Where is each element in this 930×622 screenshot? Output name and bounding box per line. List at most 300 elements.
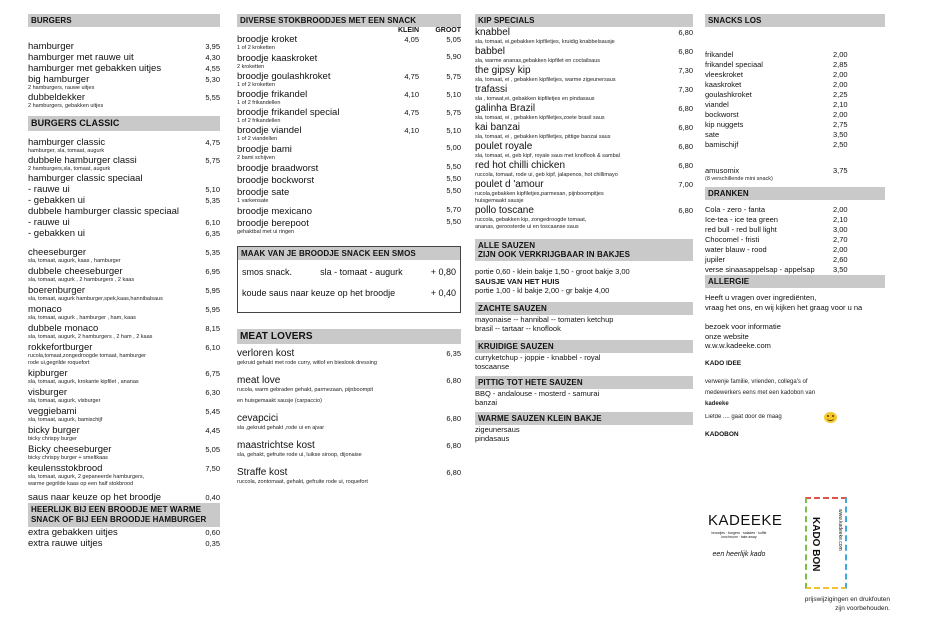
meat-item-name: verloren kost [237,348,295,359]
menu-item-price: 3,95 [205,42,220,51]
kadobon-card [805,497,847,589]
smiley-icon [824,412,837,423]
menu-item-price: 5,30 [205,75,220,84]
menu-item-desc: sla, tomaat, augurk, bamischijf [28,417,103,423]
section-header-burgers: BURGERS [28,14,220,27]
menu-item-name: the gipsy kip [475,65,531,76]
stok-item-name: broodje viandel [237,125,302,136]
stok-price-groot: 5,75 [446,72,461,81]
stok-item-desc: 1 of 2 viandellen [237,136,278,142]
drink-name: Cola - zero - fanta [705,205,766,214]
logo-tag2: lunchroom · take away [721,535,757,539]
allergie-line-1: Heeft u vragen over ingrediënten, [705,293,817,302]
menu-item-price: 0,60 [205,528,220,537]
menu-item [28,217,220,228]
menu-item-desc: rode ui,gegrilde roquefort [28,360,90,366]
menu-item-price: 6,80 [678,206,693,215]
stok-price-klein: 4,10 [404,90,419,99]
allergie-line-2: vraag het ons, en wij kijken het graag voor u na [705,302,863,312]
stok-item-name: broodje kaaskroket [237,53,318,64]
snack-price: 2,00 [833,50,848,59]
drink-list [705,205,885,275]
drink-item [705,245,885,255]
menu-item-name: dubbele monaco [28,323,99,334]
stok-item-desc: 1 of 2 kroketten [237,45,275,51]
meat-item-desc: ruccola, zontomaat, gehakt, gefruite rode ui, roquefort [237,479,368,485]
section-header-zacht: ZACHTE SAUZEN [475,302,693,315]
menu-item-price: 7,00 [678,180,693,189]
snack-price: 2,00 [833,80,848,89]
logo-tag: broodjes · burgers · salades · koffie [711,531,767,535]
menu-item-name: hamburger met gebakken uitjes [28,63,162,74]
meat-item-name: cevapcici [237,413,279,424]
menu-item-desc: 2 hamburgers,sla, tomaat, augurk [28,166,111,172]
smos-detail: sla - tomaat - augurk [320,267,403,277]
drink-price: 3,50 [833,265,848,274]
menu-item-price: 4,55 [205,64,220,73]
meat-item-price: 6,80 [446,376,461,385]
section-header-meat: MEAT LOVERS [237,329,461,344]
menu-item-desc: hamburger, sla, tomaat, augurk [28,148,105,154]
stok-item-desc: 2 kroketten [237,64,265,70]
menu-item [28,247,220,258]
menu-item [28,52,220,63]
menu-item-price: 6,80 [678,47,693,56]
drink-name: Chocomel - fristi [705,235,760,244]
kado-line-3: kadeeke [705,400,729,407]
stok-item [237,71,461,82]
smos-label: smos snack. [242,267,293,277]
menu-item-name: babbel [475,46,506,57]
stok-item-desc: 1 varkensate [237,198,269,204]
stok-price-groot: 5,50 [446,217,461,226]
menu-item-name: - rauwe ui [28,217,70,228]
stok-list [237,34,461,236]
snack-list [705,50,885,150]
stok-item-desc: 1 of 2 frikandellen [237,100,281,106]
menu-item-desc: ananas, geroosterde ui en toscaanse saus [475,224,579,230]
menu-item-desc: sla, tomaat, augurk , hamburger , ham, kaas [28,315,136,321]
menu-item-name: dubbeldekker [28,92,86,103]
snack-item [705,50,885,60]
snack-price: 2,00 [833,70,848,79]
smos-row [242,287,456,300]
stok-item [237,125,461,136]
stok-price-klein [377,205,419,214]
menu-item [28,195,220,206]
stok-item-prices [377,174,461,183]
menu-item-name: rokkefortburger [28,342,93,353]
stok-item [237,205,461,217]
drink-item [705,235,885,245]
section-header-kruidig: KRUIDIGE SAUZEN [475,340,693,353]
meat-item-desc: rucola, warm gebraden gehakt, parmezaan, pijnboompit [237,387,374,393]
menu-item-name: boerenburger [28,285,86,296]
menu-item-price: 4,45 [205,426,220,435]
section-header-stokbroodjes: DIVERSE STOKBROODJES MET EEN SNACK [237,14,461,27]
menu-item-desc: sla, tomaat, augurk, krokante kipfilet , ananas [28,379,139,385]
menu-item-price: 6,80 [678,28,693,37]
kadobon-title: KADOBON [705,430,739,438]
menu-item [28,206,220,217]
menu-item-name: cheeseburger [28,247,87,258]
section-header-warm: WARME SAUZEN KLEIN BAKJE [475,412,693,425]
zacht-line-1: mayonaise -- hannibal -- tomaten ketchup [475,314,614,324]
snack-name: kip nuggets [705,120,744,129]
drink-item [705,205,885,215]
meat-item [237,375,461,387]
menu-item-name: monaco [28,304,62,315]
snack-item [705,80,885,90]
snack-price: 2,25 [833,90,848,99]
menu-item-name: extra rauwe uitjes [28,538,103,549]
menu-item-name: big hamburger [28,74,90,85]
stok-price-klein [377,143,419,152]
snack-name: bockworst [705,110,739,119]
stok-item-prices [377,35,461,44]
menu-item [28,285,220,296]
menu-item-desc: sla, tomaat, augurk , 2 hamburgers , 2 kaas [28,277,135,283]
snack-item [705,60,885,70]
stok-price-klein: 4,75 [404,108,419,117]
menu-item-name: hamburger met rauwe uit [28,52,134,63]
menu-item-name: bicky burger [28,425,80,436]
menu-item-price: 5,10 [205,185,220,194]
footer-line-1: prijswijzigingen en drukfouten [804,596,890,603]
menu-item [475,205,693,217]
section-header-pittig: PITTIG TOT HETE SAUZEN [475,376,693,389]
kruid-line-2: toscaanse [475,362,510,371]
meat-item-desc: en huisgemaakt sausje (carpaccio) [237,398,322,404]
drink-name: jupiler [705,255,726,264]
section-header-smos: MAAK VAN JE BROODJE SNACK EEN SMOS [238,247,460,260]
meat-item [237,413,461,425]
logo-name: KADEEKE [708,512,783,529]
menu-item-price: 5,35 [205,248,220,257]
menu-item-desc: sla, tomaat, augurk, 2 gepaneerde hamburgers, [28,474,145,480]
menu-item-name: hamburger classic [28,137,106,148]
snack-price: 2,50 [833,140,848,149]
stok-item-name: broodje bockworst [237,175,315,186]
snack-price: 3,50 [833,130,848,139]
drink-item [705,265,885,275]
menu-item-name: keulensstokbrood [28,463,103,474]
menu-item-price: 7,30 [678,66,693,75]
section-header-sauzen [475,239,693,261]
menu-item-desc: sla, tomaat, ei , gebakken kipfiletjes, warme zigeunersaus [475,77,616,83]
stok-price-klein [377,52,419,61]
menu-item [475,160,693,172]
menu-item [28,266,220,277]
love-text: Liefde .... gaat door de maag [705,413,782,420]
meat-item-name: Straffe kost [237,467,288,478]
section-header-kip: KIP SPECIALS [475,14,693,27]
menu-item [28,63,220,74]
menu-item [28,92,220,103]
drink-price: 2,60 [833,255,848,264]
classic-list [28,137,220,239]
menu-item [28,323,220,334]
snack-item [705,100,885,110]
warm-line-1: zigeunersaus [475,424,520,434]
section-header-allergie: ALLERGIE [705,275,885,288]
stok-price-klein: 4,05 [404,35,419,44]
website-link[interactable]: w.w.w.kadeeke.com [705,341,771,350]
menu-item-desc: 2 hamburgers, gebakken uitjes [28,103,104,109]
stok-item-name: broodje mexicano [237,206,312,217]
drink-price: 2,70 [833,235,848,244]
menu-item-price: 5,95 [205,305,220,314]
stok-price-klein [377,174,419,183]
pit-line-2: banzai [475,398,498,407]
stok-item-desc: 1 of 2 kroketten [237,82,275,88]
menu-item-name: pollo toscane [475,205,534,216]
stok-item [237,186,461,198]
smos-price: + 0,40 [430,288,456,298]
drink-name: verse sinaasappelsap - appelsap [705,265,815,274]
stok-item-prices [377,126,461,135]
menu-item-desc: 2 hamburgers, rauwe uitjes [28,85,95,91]
snack-name: vleeskroket [705,70,743,79]
menu-item-price: 4,30 [205,53,220,62]
menu-item [28,342,220,353]
menu-item [28,184,220,195]
menu-item [28,425,220,436]
menu-item-name: kai banzai [475,122,521,133]
menu-item-desc: sla, tomaat, ei,gebakken kipfiletjes, kruidig knabbelsausje [475,39,615,45]
stok-item-prices [377,217,461,226]
menu-item-price: 6,35 [205,229,220,238]
stok-price-groot: 5,75 [446,108,461,117]
meat-item [237,348,461,360]
menu-item [28,463,220,474]
section-header-burgers-classic: BURGERS CLASSIC [28,116,220,131]
menu-item-desc: sla, warme ananas,gebakken kipfilet en coctailsaus [475,58,601,64]
snack-price: 2,85 [833,60,848,69]
kip-list [475,27,693,231]
menu-item [28,304,220,315]
menu-item [475,84,693,96]
snack-name: kaaskroket [705,80,742,89]
menu-item-price: 5,05 [205,445,220,454]
meat-item-name: meat love [237,375,281,386]
menu-item-price: 8,15 [205,324,220,333]
menu-item-name: - gebakken ui [28,195,86,206]
footer-line-2: zijn voorbehouden. [835,605,890,612]
menu-item-price: 0,35 [205,539,220,548]
stok-price-groot: 5,00 [446,143,461,152]
stok-price-groot: 5,90 [446,52,461,61]
menu-item-desc: sla, tomaat, augurk, 2 hamburgers , 2 ham , 2 kaas [28,334,153,340]
kado-line-2: medewerkers eens met een kadobon van [705,389,816,396]
stok-price-groot: 5,10 [446,126,461,135]
snack-item [705,110,885,120]
kadeeke-logo [708,512,783,558]
kadobon-text: KADO BON [810,517,821,572]
snack-name: goulashkroket [705,90,752,99]
menu-item-price: 4,75 [205,138,220,147]
snack-item [705,70,885,80]
menu-item-desc: sla, tomaat, ei , gebakken kipfiletjes, pittige banzai saus [475,134,611,140]
menu-item [28,173,220,184]
stok-price-klein: 4,75 [404,72,419,81]
menu-item-desc: sla, tomaat, augurk hamburger,spek,kaas,hannibalsaus [28,296,163,302]
col-burgers [28,14,220,549]
menu-item-name: hamburger [28,41,74,52]
info-line-2: onze website [705,331,749,341]
stok-item-name: broodje kroket [237,34,298,45]
stok-price-klein [377,217,419,226]
menu-item-price: 7,50 [205,464,220,473]
menu-item [28,387,220,398]
meat-item-price: 6,35 [446,349,461,358]
snack-item [705,130,885,140]
amuso-price: 3,75 [833,166,848,175]
stok-item [237,217,461,229]
menu-item-name: knabbel [475,27,511,38]
menu-item [475,103,693,115]
menu-item-desc: rucola,tomaat,zongedroogde tomaat, hamburger [28,353,147,359]
love-row [705,412,885,423]
menu-item-price: 6,30 [205,388,220,397]
drink-name: water blauw - rood [705,245,767,254]
menu-item-name: extra gebakken uitjes [28,527,118,538]
snack-name: viandel [705,100,729,109]
drink-name: red bull - red bull light [705,225,777,234]
logo-slogan: een heerlijk kado [712,551,766,558]
menu-item [28,444,220,455]
menu-item-name: red hot chilli chicken [475,160,566,171]
menu-item-name: dubbele cheeseburger [28,266,123,277]
smos-price: + 0,80 [430,267,456,277]
col-groot: GROOT [435,27,461,34]
menu-item [475,141,693,153]
menu-item-name: trafassi [475,84,508,95]
menu-item [28,41,220,52]
smos-row [242,266,456,279]
snack-item [705,90,885,100]
burgers-list [28,41,220,110]
menu-item-name: veggiebami [28,406,77,417]
snack-name: sate [705,130,720,139]
sauzen-title: ALLE SAUZEN [478,241,536,250]
stok-item-desc: 1 of 2 frikandellen [237,118,281,124]
section-header-extras: HEERLIJK BIJ EEN BROODJE MET WARME SNACK OF BIJ EEN BROODJE HAMBURGER [28,503,220,527]
stok-item-name: broodje frikandel [237,89,308,100]
stok-price-klein [377,186,419,195]
menu-item-name: hamburger classic speciaal [28,173,143,184]
stok-item-name: broodje frikandel special [237,107,340,118]
menu-item-desc: warme gegrilde kaas op een half stokbrood [28,481,134,487]
drink-price: 2,00 [833,245,848,254]
amuso-row [705,166,885,176]
stok-item-prices [377,52,461,61]
snack-item [705,140,885,150]
stok-price-groot: 5,05 [446,35,461,44]
stok-price-klein [377,162,419,171]
sauzen-prices: portie 0,60 - klein bakje 1,50 - groot bakje 3,00 [475,267,630,276]
stok-price-groot: 5,50 [446,186,461,195]
menu-item-price: 5,75 [205,156,220,165]
menu-item-price: 6,75 [205,369,220,378]
drink-item [705,215,885,225]
menu-item-name: - rauwe ui [28,184,70,195]
stok-item-name: broodje berepoot [237,218,309,229]
section-header-snacks: SNACKS LOS [705,14,885,27]
menu-item [475,179,693,191]
menu-item-price: 6,95 [205,267,220,276]
stok-item [237,174,461,186]
snack-price: 2,00 [833,110,848,119]
menu-item-desc: ruccola, gebakken kip, zongedroogde tomaat, [475,217,587,223]
stok-item [237,89,461,100]
menu-item [28,527,220,538]
stok-item-prices [377,162,461,171]
kadobon-site: www.kadeeke.com [837,509,843,551]
kruid-line-1: curryketchup - joppie - knabbel - royal [475,352,601,362]
stok-price-groot: 5,50 [446,162,461,171]
pit-line-1: BBQ - andalouse - mosterd - samurai [475,388,600,398]
menu-item-desc: sla, tomaat, ei, geb kipf, royale saus met knoflook & sambal [475,153,620,159]
stok-item-prices [377,143,461,152]
menu-item-name: dubbele hamburger classic speciaal [28,206,180,217]
menu-item [475,65,693,77]
stok-item [237,52,461,64]
stok-item-desc: gehaktbal met ui ringen [237,229,295,235]
menu-item-price: 6,80 [678,104,693,113]
menu-item [28,74,220,85]
snack-item [705,120,885,130]
menu-item-name: poulet d 'amour [475,179,544,190]
amuso-desc: (8 verschillende mini snack) [705,176,773,182]
col-klein: KLEIN [398,27,419,34]
smos-label: koude saus naar keuze op het broodje [242,288,396,298]
sauce-extra-price: 0,40 [205,493,220,502]
drink-price: 2,00 [833,205,848,214]
drink-price: 2,10 [833,215,848,224]
meat-list [237,348,461,486]
sausje-huis-title: SAUSJE VAN HET HUIS [475,276,560,286]
menu-item-price: 6,10 [205,218,220,227]
stok-item-name: broodje braadworst [237,163,319,174]
meat-item-price: 6,80 [446,441,461,450]
stok-item-desc: 2 bami schijven [237,155,275,161]
stok-item-prices [377,186,461,195]
menu-item [475,46,693,58]
menu-item-price: 6,80 [678,161,693,170]
extra-list [28,527,220,549]
sauzen-subtitle: ZIJN OOK VERKRIJGBAAR IN BAKJES [478,250,631,259]
section-header-dranken: DRANKEN [705,187,885,200]
smos-box [237,246,461,313]
menu-item-desc: sla, tomaat, augurk, kaas , hamburger [28,258,121,264]
menu-item [28,228,220,239]
stok-item [237,107,461,118]
sauce-extra-label: saus naar keuze op het broodje [28,492,162,503]
stok-price-groot: 5,70 [446,205,461,214]
more-burgers-list [28,247,220,488]
amuso-name: amusomix [705,166,740,175]
snack-price: 2,75 [833,120,848,129]
stok-item-prices [377,72,461,81]
stok-item-prices [377,108,461,117]
menu-item-price: 5,45 [205,407,220,416]
menu-item-desc: sla, tomaat, ei , gebakken kipfiletjes,zoete brasil saus [475,115,605,121]
meat-item-desc: gekruid gehakt met rode curry, witlof en bieslook dressing [237,360,377,366]
drink-item [705,255,885,265]
menu-item-price: 5,95 [205,286,220,295]
menu-item-price: 5,35 [205,196,220,205]
